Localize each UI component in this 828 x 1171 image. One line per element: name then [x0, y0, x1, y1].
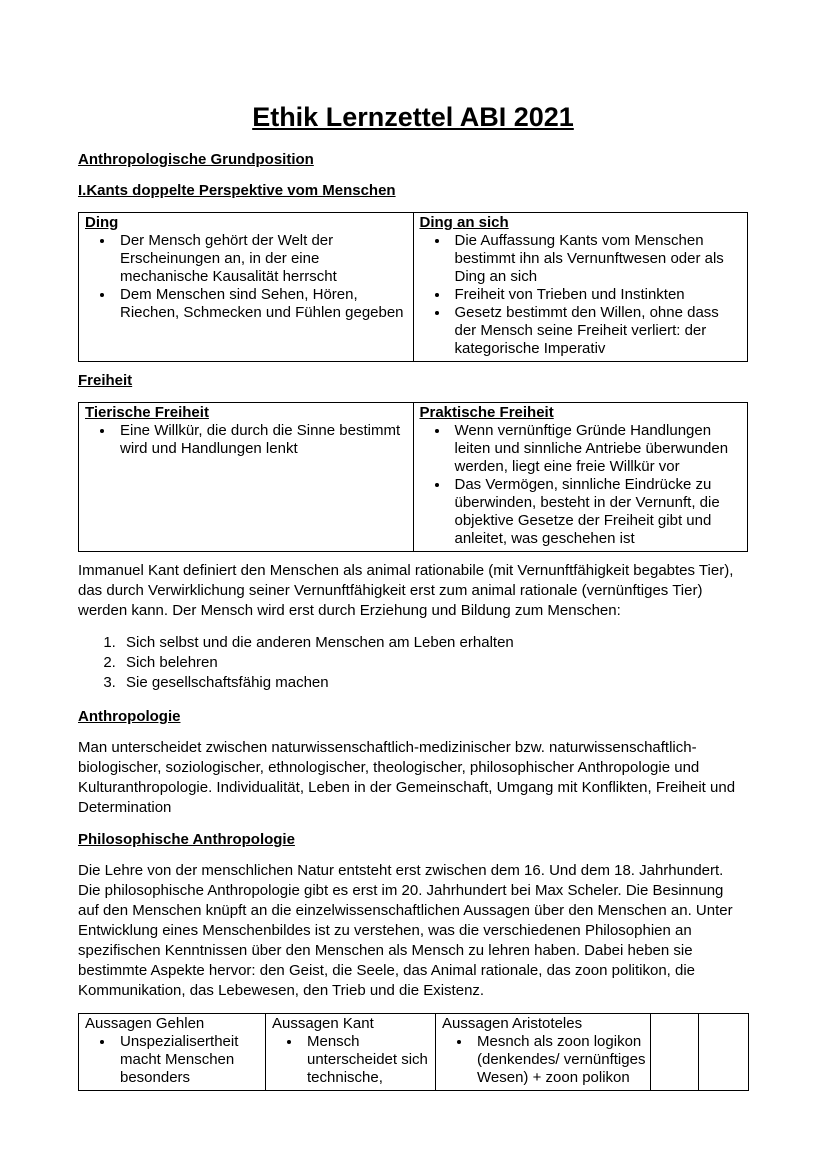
document-title: Ethik Lernzettel ABI 2021 — [252, 102, 574, 132]
table-cell-aussagen-kant — [266, 1014, 436, 1091]
freiheit-table — [78, 402, 748, 552]
table-cell-ding — [79, 213, 414, 362]
heading-kants-doppelte-perspektive: I.Kants doppelte Perspektive vom Menschen — [78, 182, 396, 199]
bullet-list — [450, 422, 740, 548]
numbered-item: 3. Sie gesellschaftsfähig machen — [120, 673, 748, 693]
cell-header-ding: Ding — [85, 214, 119, 231]
bullet-item: • Mensch unterscheidet sich technische, — [302, 1033, 431, 1087]
numbered-item: 1. Sich selbst und die anderen Menschen am Leben erhalten — [120, 633, 748, 653]
bullet-item: • Dem Menschen sind Sehen, Hören, Riechen, Schmecken und Fühlen gegeben — [115, 286, 405, 322]
table-cell-aussagen-gehlen — [79, 1014, 266, 1091]
cell-header-praktische-freiheit: Praktische Freiheit — [419, 404, 554, 421]
bullet-item: • Der Mensch gehört der Welt der Erscheinungen an, in der eine mechanische Kausalität herrscht — [115, 232, 405, 286]
table-row — [79, 213, 748, 362]
cell-header-aussagen-gehlen: Aussagen Gehlen — [85, 1015, 205, 1032]
bullet-item: • Unspezialisertheit macht Menschen besonders — [115, 1033, 261, 1087]
paragraph-kant-definition: Immanuel Kant definiert den Menschen als animal rationabile (mit Vernunftfähigkeit begabtes Tier), das durch Verwirklichung seiner Vernunftfähigkeit erst zum animal rationale (vernünftiges Tier) werden kann. Der Mensch wird erst durch Erziehung und Bildung zum Menschen: — [78, 562, 734, 619]
table-cell-tierische-freiheit — [79, 403, 414, 552]
numbered-item: 2. Sich belehren — [120, 653, 748, 673]
bullet-list — [450, 232, 740, 358]
bullet-item: • Das Vermögen, sinnliche Eindrücke zu überwinden, besteht in der Vernunft, die objektive Gesetze der Freiheit gibt und anleitet, was geschehen ist — [450, 476, 740, 548]
cell-header-aussagen-aristoteles: Aussagen Aristoteles — [442, 1015, 583, 1032]
table-cell-aussagen-aristoteles — [436, 1014, 651, 1091]
bullet-list — [115, 1033, 261, 1087]
bullet-item: • Freiheit von Trieben und Instinkten — [450, 286, 740, 304]
cell-header-ding-an-sich: Ding an sich — [419, 214, 509, 231]
heading-freiheit: Freiheit — [78, 372, 133, 389]
table-cell-ding-an-sich — [413, 213, 748, 362]
paragraph-philosophische-anthropologie: Die Lehre von der menschlichen Natur entsteht erst zwischen dem 16. Und dem 18. Jahrhundert. Die philosophische Anthropologie gibt es erst im 20. Jahrhundert bei Max Scheler. Die Besinnung auf den Menschen knüpft an die einzelwissenschaftlichen Aussagen über den Menschen an. Unter Entwicklung eines Menschenbildes ist zu verstehen, was die verschiedenen Philosophien an spezifischen Kenntnissen über den Menschen als Mensch zu lehren haben. Dabei heben sie bestimmte Aspekte hervor: den Geist, die Seele, das Animal rationale, das zoon politikon, die Kommunikation, das Lebewesen, den Trieb und die Existenz. — [78, 862, 733, 999]
table-cell-praktische-freiheit — [413, 403, 748, 552]
bullet-list — [472, 1033, 646, 1087]
bullet-item: • Eine Willkür, die durch die Sinne bestimmt wird und Handlungen lenkt — [115, 422, 405, 458]
bullet-list — [115, 232, 405, 322]
bullet-item: • Mesnch als zoon logikon (denkendes/ vernünftiges Wesen) + zoon polikon — [472, 1033, 646, 1087]
bullet-list — [302, 1033, 431, 1087]
table-row — [79, 1014, 749, 1091]
heading-anthropologie: Anthropologie — [78, 708, 181, 725]
bullet-item: • Die Auffassung Kants vom Menschen bestimmt ihn als Vernunftwesen oder als Ding an sich — [450, 232, 740, 286]
bullet-list — [115, 422, 405, 458]
bullet-item: • Wenn vernünftige Gründe Handlungen leiten und sinnliche Antriebe überwunden werden, liegt eine freie Willkür vor — [450, 422, 740, 476]
erziehung-numbered-list — [120, 633, 748, 693]
cell-header-tierische-freiheit: Tierische Freiheit — [85, 404, 209, 421]
heading-anthropologische-grundposition: Anthropologische Grundposition — [78, 151, 314, 168]
ding-table — [78, 212, 748, 362]
cell-header-aussagen-kant: Aussagen Kant — [272, 1015, 374, 1032]
bullet-item: • Gesetz bestimmt den Willen, ohne dass der Mensch seine Freiheit verliert: der kategorische Imperativ — [450, 304, 740, 358]
table-row — [79, 403, 748, 552]
table-cell-empty — [651, 1014, 699, 1091]
paragraph-anthropologie: Man unterscheidet zwischen naturwissenschaftlich-medizinischer bzw. naturwissenschaftlich-biologischer, soziologischer, ethnologischer, theologischer, philosophischer Anthropologie und Kulturanthropologie. Individualität, Leben in der Gemeinschaft, Umgang mit Konflikten, Freiheit und Determination — [78, 739, 736, 816]
aussagen-table — [78, 1013, 749, 1091]
heading-philosophische-anthropologie: Philosophische Anthropologie — [78, 831, 295, 848]
table-cell-empty — [699, 1014, 749, 1091]
